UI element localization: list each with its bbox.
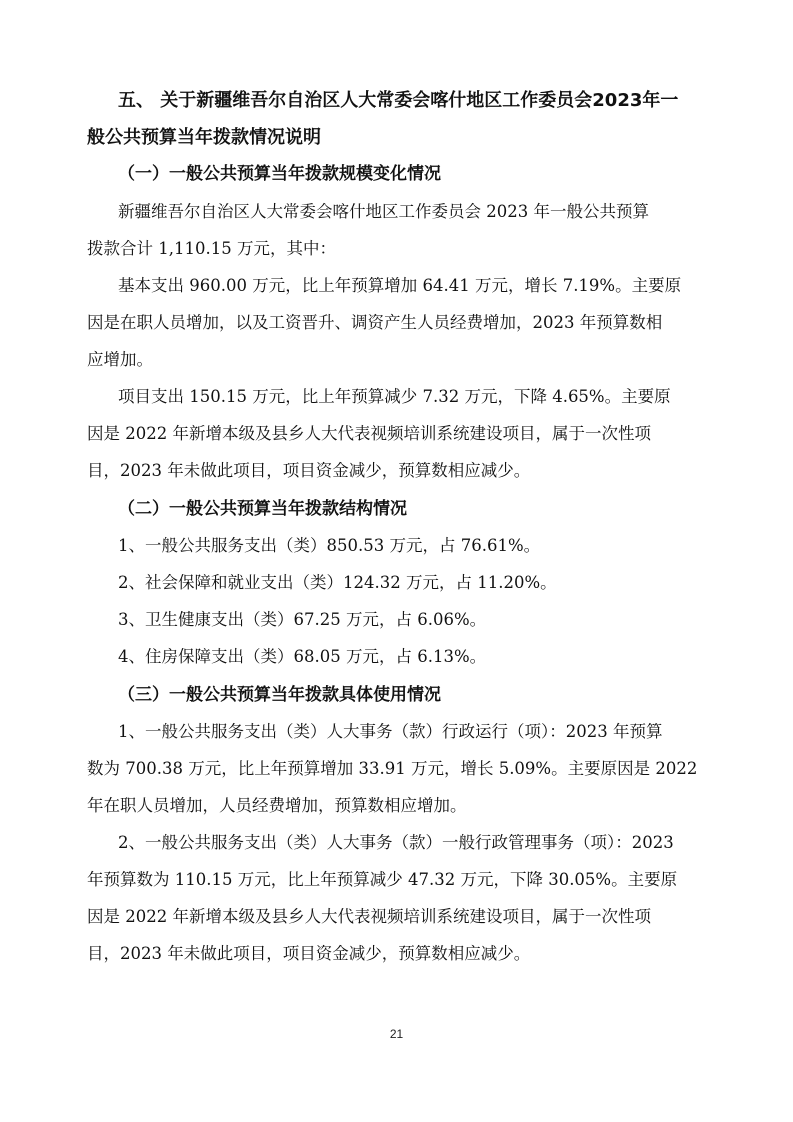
paragraph-line: 拨款合计 1,110.15 万元，其中： — [87, 239, 336, 258]
list-item: 1、一般公共服务支出（类）850.53 万元，占 76.61%。 — [118, 536, 541, 555]
paragraph-line: 数为 700.38 万元，比上年预算增加 33.91 万元，增长 5.09%。主要原因是 2022 — [87, 759, 698, 778]
paragraph-line: 项目支出 150.15 万元，比上年预算减少 7.32 万元，下降 4.65%。主要原 — [118, 387, 671, 406]
heading-line-2: 般公共预算当年拨款情况说明 — [87, 127, 321, 148]
paragraph-line: 1、一般公共服务支出（类）人大事务（款）行政运行（项）：2023 年预算 — [118, 722, 663, 741]
list-item: 2、社会保障和就业支出（类）124.32 万元，占 11.20%。 — [118, 573, 557, 592]
paragraph-line: 目，2023 年未做此项目，项目资金减少，预算数相应减少。 — [87, 944, 531, 963]
list-item: 3、卫生健康支出（类）67.25 万元，占 6.06%。 — [118, 610, 487, 629]
section-2-title: （二）一般公共预算当年拨款结构情况 — [118, 499, 407, 519]
paragraph-line: 年在职人员增加，人员经费增加，预算数相应增加。 — [87, 796, 467, 815]
paragraph-line: 应增加。 — [87, 350, 153, 369]
paragraph-line: 因是在职人员增加，以及工资晋升、调资产生人员经费增加，2023 年预算数相 — [87, 313, 663, 332]
section-3-title: （三）一般公共预算当年拨款具体使用情况 — [118, 685, 441, 705]
page-number: 21 — [389, 1027, 404, 1041]
paragraph-line: 年预算数为 110.15 万元，比上年预算减少 47.32 万元，下降 30.05%。主要原 — [87, 870, 678, 889]
paragraph-line: 因是 2022 年新增本级及县乡人大代表视频培训系统建设项目，属于一次性项 — [87, 424, 651, 443]
paragraph-line: 2、一般公共服务支出（类）人大事务（款）一般行政管理事务（项）：2023 — [118, 833, 674, 852]
paragraph-line: 新疆维吾尔自治区人大常委会喀什地区工作委员会 2023 年一般公共预算 — [118, 202, 649, 221]
paragraph-line: 基本支出 960.00 万元，比上年预算增加 64.41 万元，增长 7.19%。主要原 — [118, 276, 682, 295]
heading-line-1: 五、 关于新疆维吾尔自治区人大常委会喀什地区工作委员会2023年一 — [118, 90, 679, 111]
list-item: 4、住房保障支出（类）68.05 万元，占 6.13%。 — [118, 647, 487, 666]
paragraph-line: 目，2023 年未做此项目，项目资金减少，预算数相应减少。 — [87, 461, 531, 480]
section-1-title: （一）一般公共预算当年拨款规模变化情况 — [118, 164, 441, 184]
paragraph-line: 因是 2022 年新增本级及县乡人大代表视频培训系统建设项目，属于一次性项 — [87, 907, 651, 926]
